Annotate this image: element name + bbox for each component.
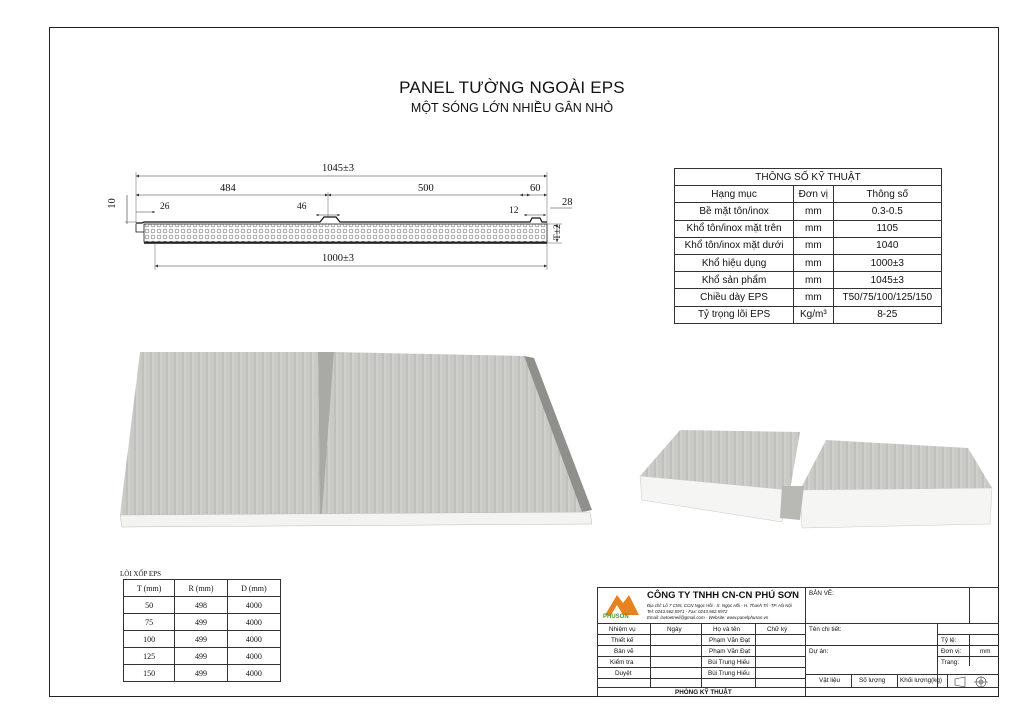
table-row: Khổ tôn/inox mặt dưới mm 1040 [675,237,942,254]
ty-le-label: Tỷ lệ: [941,637,957,644]
vat-lieu-label: Vật liệu [819,677,841,684]
don-vi-value: mm [980,648,991,655]
table-row: 75 499 4000 [124,614,281,631]
table-row: 50 498 4000 [124,597,281,614]
core-header-row: T (mm) R (mm) D (mm) [124,580,281,597]
tb-header-chu-ky: Chữ ký [767,626,788,633]
tb-role-kiem-tra: Kiểm tra [610,659,634,666]
tb-role-duyet: Duyệt [615,670,632,677]
table-row: 125 499 4000 [124,648,281,665]
joint-foam-right [800,488,992,528]
joint-seam [780,486,804,520]
spec-title: THÔNG SỐ KỸ THUẬT [675,169,942,186]
dim-500: 500 [418,183,434,194]
ten-chi-tiet-label: Tên chi tiết: [809,626,842,633]
table-row: Bề mặt tôn/inox mm 0.3-0.5 [675,203,942,220]
table-row: Khổ sản phẩm mm 1045±3 [675,272,942,289]
table-row: 150 499 4000 [124,665,281,682]
dim-28: 28 [562,197,573,208]
page-subtitle: MỘT SÓNG LỚN NHIỀU GÂN NHỎ [410,101,614,115]
tb-role-ban-ve: Bản vẽ [614,648,634,655]
khoi-luong-label: Khối lượng(kg) [900,677,942,684]
company-email: Email: lavtoetneil@gmail.com - Website: www.panelphuson.vn [647,615,769,620]
table-row: Tỷ trọng lõi EPS Kg/m³ 8-25 [675,306,942,323]
company-address: Địa chỉ: Lô 7 CN5, CCN Ngọc Hồi - X. Ngọc Hồi - H. Thanh Trì -TP. Hà Nội [647,603,792,608]
dim-26: 26 [160,202,170,212]
du-an-label: Dự án: [809,648,829,655]
company-name: CÔNG TY TNHH CN-CN PHÚ SƠN [647,590,800,601]
dim-effective-width: 1000±3 [322,253,355,264]
tb-name-thiet-ke: Phạm Văn Đạt [709,637,750,644]
logo-text: PHUSON [603,614,629,620]
dim-10: 10 [106,198,118,209]
spec-header-row: Hạng mục Đơn vị Thông số [675,186,942,203]
core-table [123,579,281,682]
company-phone: Tel: 0243.562.5971 - Fax: 0243.562.5972 [647,609,728,614]
table-row: Khổ tôn/inox mặt trên mm 1105 [675,220,942,237]
core-caption: LÕI XỐP EPS [120,570,161,578]
table-row: Chiều dày EPS mm T50/75/100/125/150 [675,289,942,306]
tb-header-ho-ten: Họ và tên [713,626,740,633]
tb-header-nhiem-vu: Nhiệm vụ [609,626,636,633]
dim-total-width: 1045±3 [322,163,355,174]
title-block [597,587,999,697]
tb-department: PHÒNG KỸ THUẬT [675,689,732,696]
tb-header-ngay: Ngày [667,626,682,633]
ban-ve-label: BẢN VẼ: [809,590,834,597]
tb-role-thiet-ke: Thiết kế [611,637,634,644]
page-title: PANEL TƯỜNG NGOÀI EPS [399,78,625,97]
dim-46: 46 [297,202,307,212]
projection-symbol-icon [953,676,993,688]
dim-12: 12 [509,206,519,216]
tb-name-kiem-tra: Bùi Trung Hiếu [708,659,750,666]
dim-60: 60 [530,183,541,194]
table-row: 100 499 4000 [124,631,281,648]
table-row: Khổ hiệu dụng mm 1000±3 [675,254,942,271]
tb-name-ban-ve: Phạm Văn Đạt [709,648,750,655]
tb-name-duyet: Bùi Trung Hiếu [708,670,750,677]
joint-top-right [800,440,992,490]
don-vi-label: Đơn vị: [941,648,962,655]
trang-label: Trang: [941,659,959,666]
dim-484: 484 [220,183,236,194]
dim-thickness: T±2 [553,224,563,240]
so-luong-label: Số lượng [859,677,886,684]
